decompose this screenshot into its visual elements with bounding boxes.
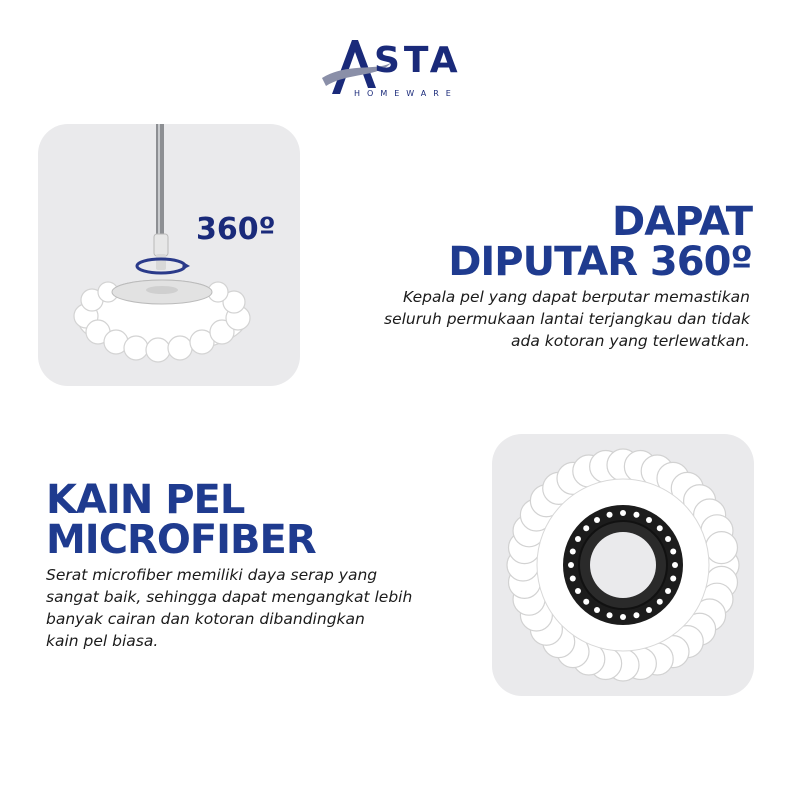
rotate-title [448, 199, 752, 285]
rotate-title-line2: DIPUTAR 360º [448, 239, 752, 285]
microfiber-desc-line4: kain pel biasa. [46, 632, 159, 650]
rotate-desc-line3: ada kotoran yang terlewatkan. [511, 332, 750, 350]
microfiber-description [46, 564, 412, 652]
brand-tagline: HOMEWARE [354, 89, 458, 98]
microfiber-refill-image [492, 434, 754, 696]
microfiber-panel [492, 434, 754, 696]
microfiber-title-line1: KAIN PEL [46, 477, 245, 523]
microfiber-desc-line3: banyak cairan dan kotoran dibandingkan [46, 610, 365, 628]
spin-mop-panel [38, 124, 300, 386]
brand-name: STA [374, 40, 462, 81]
rotate-desc-line2: seluruh permukaan lantai terjangkau dan tidak [384, 310, 750, 328]
spin-mop-image [38, 124, 300, 386]
microfiber-title-line2: MICROFIBER [46, 517, 316, 563]
microfiber-desc-line1: Serat microfiber memiliki daya serap yang [46, 566, 378, 584]
rotation-badge: 360º [196, 212, 276, 247]
rotate-desc-line1: Kepala pel yang dapat berputar memastikan [402, 288, 750, 306]
rotate-title-line1: DAPAT [612, 199, 752, 245]
microfiber-title [46, 477, 316, 563]
rotate-description [384, 286, 750, 352]
microfiber-desc-line2: sangat baik, sehingga dapat mengangkat lebih [46, 588, 413, 606]
